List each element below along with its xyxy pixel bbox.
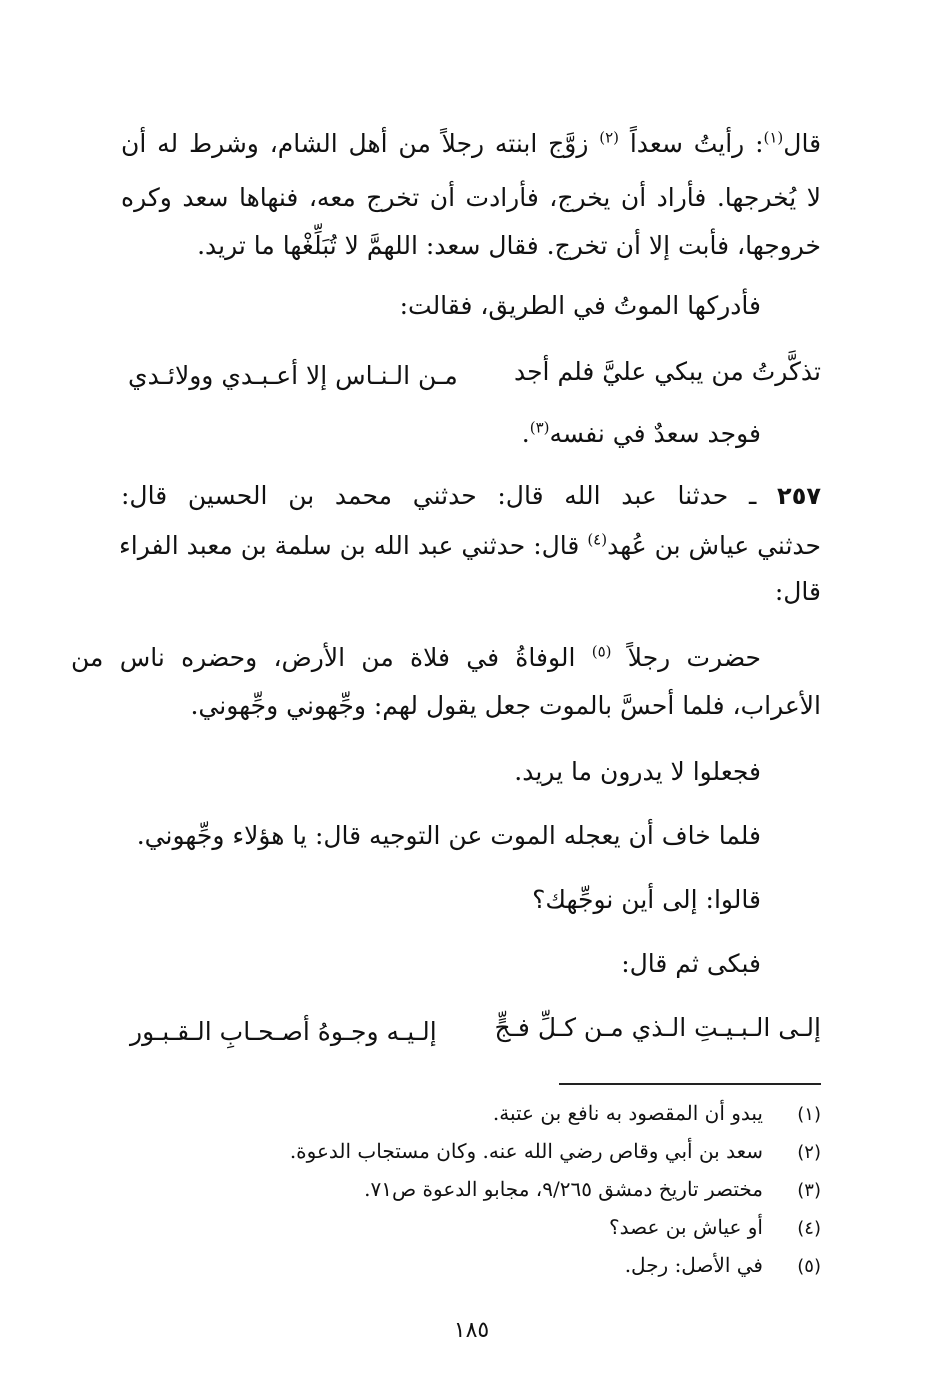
text-segment: حضرت رجلاً: [627, 643, 761, 672]
footnote-number: (٢): [797, 1142, 821, 1163]
entry-257-line-3: قال:: [774, 577, 821, 606]
footnote-number: (٥): [797, 1256, 821, 1277]
verse-1-right-hemistich: تذكَّرتُ من يبكي عليَّ فلم أجد: [513, 357, 821, 386]
paragraph-2: فأدركها الموتُ في الطريق، فقالت:: [399, 291, 761, 320]
footnote-number: (٤): [797, 1218, 821, 1239]
footnote-separator: [559, 1083, 821, 1085]
paragraph-1-line-3: خروجها، فأبت إلا أن تخرج. فقال سعد: اللهمَّ لا تُبَلِّغْها ما تريد.: [197, 231, 821, 260]
paragraph-5: فجعلوا لا يدرون ما يريد.: [514, 757, 761, 786]
paragraph-4-line-1: [71, 638, 761, 678]
footnote-text: أو عياش بن عصد؟: [609, 1215, 763, 1239]
paragraph-3: [121, 414, 761, 454]
entry-number: ٢٥٧: [777, 482, 821, 510]
paragraph-7: قالوا: إلى أين نوجِّهك؟: [532, 885, 761, 914]
verse-2-right-hemistich: إلـى الـبـيـتِ الـذي مـن كـلِّ فـجٍّ: [494, 1013, 821, 1042]
text-segment: فوجد سعدٌ في نفسه: [549, 419, 761, 448]
paragraph-4-line-2: الأعراب، فلما أحسَّ بالموت جعل يقول لهم: وجِّهوني وجِّهوني.: [190, 691, 821, 720]
footnote-ref-1[interactable]: (١): [763, 128, 784, 147]
footnote-ref-5[interactable]: (٥): [591, 642, 612, 661]
paragraph-8: فبكى ثم قال:: [621, 949, 761, 978]
footnote-1: [121, 1098, 821, 1130]
paragraph-6: فلما خاف أن يعجله الموت عن التوجيه قال: يا هؤلاء وجِّهوني.: [136, 821, 761, 850]
footnote-number: (٣): [797, 1180, 821, 1201]
footnote-2: [121, 1136, 821, 1168]
verse-2-left-hemistich: إلـيـه وجـوهُ أصـحـابِ الـقـبـور: [130, 1017, 437, 1046]
text-segment: الوفاةُ في فلاة من الأرض، وحضره ناس من: [71, 643, 576, 672]
paragraph-1-line-2: لا يُخرجها. فأراد أن يخرج، فأرادت أن تخرج معه، فنهاها سعد وكره: [121, 183, 821, 212]
footnote-4: [121, 1212, 821, 1244]
footnote-ref-2[interactable]: (٢): [599, 128, 620, 147]
footnote-ref-4[interactable]: (٤): [587, 530, 608, 549]
footnote-text: في الأصل: رجل.: [624, 1253, 763, 1277]
text-segment: زوَّج ابنته رجلاً من أهل الشام، وشرط له أن: [121, 129, 589, 158]
footnote-5: [121, 1250, 821, 1282]
paragraph-1-line-1: [121, 124, 821, 164]
footnote-number: (١): [797, 1104, 821, 1125]
footnote-text: يبدو أن المقصود به نافع بن عتبة.: [492, 1101, 763, 1125]
footnote-text: مختصر تاريخ دمشق ٩/٢٦٥، مجابو الدعوة ص٧١.: [364, 1177, 763, 1201]
text-segment: قال: حدثني عبد الله بن سلمة بن معبد الفراء: [119, 531, 580, 560]
text-segment: .: [521, 419, 530, 448]
text-segment: ـ حدثنا عبد الله قال: حدثني محمد بن الحسين قال:: [121, 481, 757, 510]
verse-1-left-hemistich: مـن الـنـاس إلا أعـبـدي وولائـدي: [128, 361, 458, 390]
text-segment: قال: [783, 129, 822, 158]
footnote-text: سعد بن أبي وقاص رضي الله عنه. وكان مستجاب الدعوة.: [289, 1139, 763, 1163]
footnote-ref-3[interactable]: (٣): [529, 418, 550, 437]
page-number: ١٨٥: [453, 1318, 490, 1343]
text-segment: : رأيتُ سعداً: [629, 129, 764, 158]
footnote-3: [121, 1174, 821, 1206]
entry-257-line-1: [121, 476, 821, 516]
text-segment: حدثني عياش بن عُهد: [607, 531, 821, 560]
entry-257-line-2: [121, 526, 821, 566]
